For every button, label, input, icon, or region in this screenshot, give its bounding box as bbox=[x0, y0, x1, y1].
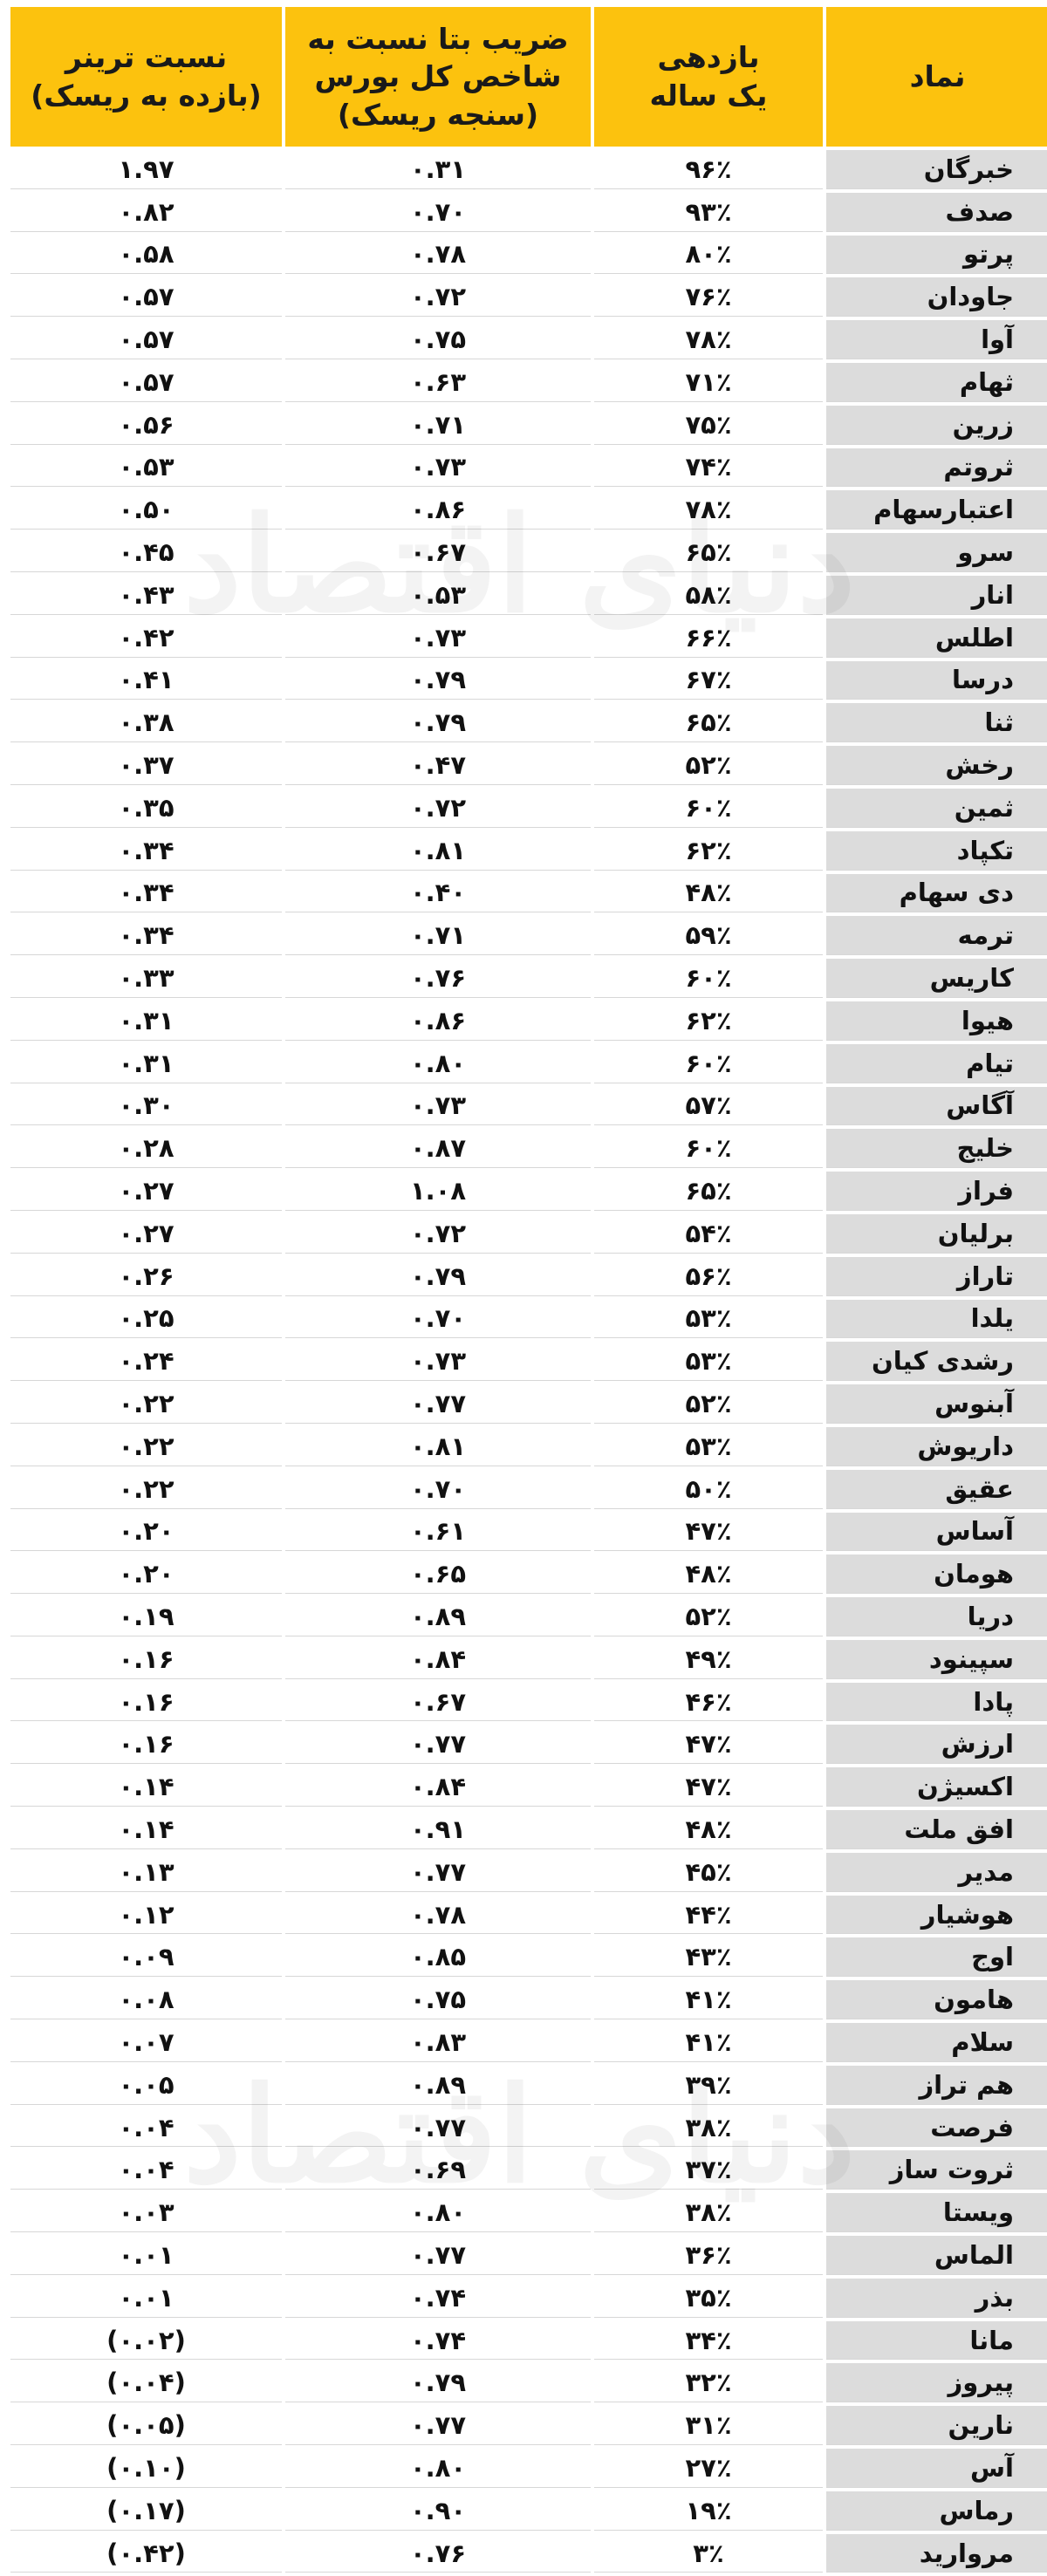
cell-return: ۳۹٪ bbox=[594, 2066, 823, 2105]
table-row bbox=[10, 1513, 1047, 1552]
cell-beta: ۰.۷۴ bbox=[285, 2321, 591, 2361]
funds-table-container bbox=[7, 3, 1045, 2576]
cell-beta: ۰.۴۰ bbox=[285, 874, 591, 913]
cell-return: ۳۸٪ bbox=[594, 2193, 823, 2232]
cell-symbol: تکپاد bbox=[826, 831, 1047, 871]
cell-ratio: ۰.۲۸ bbox=[10, 1129, 282, 1168]
cell-return: ۳٪ bbox=[594, 2534, 823, 2573]
cell-beta: ۰.۶۷ bbox=[285, 1683, 591, 1722]
cell-beta: ۰.۷۰ bbox=[285, 1300, 591, 1339]
cell-return: ۴۸٪ bbox=[594, 1810, 823, 1849]
table-row bbox=[10, 1767, 1047, 1807]
cell-ratio: ۰.۵۷ bbox=[10, 320, 282, 359]
cell-symbol: تیام bbox=[826, 1044, 1047, 1083]
table-row bbox=[10, 1640, 1047, 1679]
cell-beta: ۰.۸۶ bbox=[285, 490, 591, 530]
table-row bbox=[10, 746, 1047, 785]
table-row bbox=[10, 916, 1047, 955]
cell-ratio: ۰.۱۶ bbox=[10, 1683, 282, 1722]
table-row bbox=[10, 2066, 1047, 2105]
table-row bbox=[10, 363, 1047, 402]
cell-beta: ۰.۷۲ bbox=[285, 789, 591, 828]
cell-beta: ۰.۷۲ bbox=[285, 277, 591, 317]
table-row bbox=[10, 2449, 1047, 2488]
cell-beta: ۰.۸۶ bbox=[285, 1001, 591, 1041]
cell-symbol: اوج bbox=[826, 1937, 1047, 1977]
cell-beta: ۰.۸۰ bbox=[285, 1044, 591, 1083]
cell-return: ۵۰٪ bbox=[594, 1470, 823, 1509]
cell-symbol: بذر bbox=[826, 2279, 1047, 2318]
cell-symbol: مروارید bbox=[826, 2534, 1047, 2573]
table-row bbox=[10, 236, 1047, 275]
cell-ratio: ۰.۳۰ bbox=[10, 1087, 282, 1126]
cell-ratio: ۰.۳۸ bbox=[10, 703, 282, 742]
cell-beta: ۰.۷۹ bbox=[285, 2363, 591, 2402]
cell-beta: ۰.۷۴ bbox=[285, 2279, 591, 2318]
cell-return: ۷۶٪ bbox=[594, 277, 823, 317]
cell-symbol: زرین bbox=[826, 406, 1047, 445]
cell-return: ۶۵٪ bbox=[594, 1172, 823, 1211]
cell-symbol: تاراز bbox=[826, 1257, 1047, 1296]
cell-ratio: ۰.۰۴ bbox=[10, 2108, 282, 2148]
table-row bbox=[10, 2279, 1047, 2318]
table-row bbox=[10, 193, 1047, 232]
cell-return: ۶۷٪ bbox=[594, 661, 823, 700]
cell-symbol: دی سهام bbox=[826, 874, 1047, 913]
cell-return: ۹۶٪ bbox=[594, 150, 823, 189]
cell-symbol: پرتو bbox=[826, 236, 1047, 275]
header-row bbox=[10, 7, 1047, 147]
cell-return: ۳۲٪ bbox=[594, 2363, 823, 2402]
cell-ratio: (۰.۰۵) bbox=[10, 2406, 282, 2445]
cell-return: ۴۹٪ bbox=[594, 1640, 823, 1679]
cell-return: ۶۰٪ bbox=[594, 959, 823, 998]
cell-ratio: (۰.۰۲) bbox=[10, 2321, 282, 2361]
cell-return: ۴۷٪ bbox=[594, 1767, 823, 1807]
cell-return: ۴۳٪ bbox=[594, 1937, 823, 1977]
cell-beta: ۰.۸۳ bbox=[285, 2023, 591, 2062]
cell-ratio: ۰.۲۲ bbox=[10, 1384, 282, 1424]
table-row bbox=[10, 1001, 1047, 1041]
cell-beta: ۰.۶۹ bbox=[285, 2150, 591, 2190]
header-treynor-ratio: نسبت ترینر (بازده به ریسک) bbox=[10, 7, 282, 147]
cell-ratio: ۰.۲۶ bbox=[10, 1257, 282, 1296]
cell-symbol: درسا bbox=[826, 661, 1047, 700]
cell-beta: ۰.۷۸ bbox=[285, 236, 591, 275]
cell-symbol: عقیق bbox=[826, 1470, 1047, 1509]
table-row bbox=[10, 1129, 1047, 1168]
cell-symbol: افق ملت bbox=[826, 1810, 1047, 1849]
cell-ratio: ۰.۲۴ bbox=[10, 1342, 282, 1381]
table-row bbox=[10, 959, 1047, 998]
cell-ratio: ۰.۵۸ bbox=[10, 236, 282, 275]
table-row bbox=[10, 1257, 1047, 1296]
cell-ratio: ۰.۰۸ bbox=[10, 1980, 282, 2019]
table-row bbox=[10, 1554, 1047, 1594]
cell-ratio: ۰.۵۷ bbox=[10, 277, 282, 317]
cell-ratio: ۰.۲۲ bbox=[10, 1427, 282, 1466]
table-row bbox=[10, 1384, 1047, 1424]
header-symbol: نماد bbox=[826, 7, 1047, 147]
table-row bbox=[10, 1427, 1047, 1466]
cell-symbol: دریا bbox=[826, 1597, 1047, 1636]
cell-ratio: ۰.۱۲ bbox=[10, 1896, 282, 1935]
cell-return: ۳۵٪ bbox=[594, 2279, 823, 2318]
cell-beta: ۱.۰۸ bbox=[285, 1172, 591, 1211]
cell-ratio: ۰.۲۰ bbox=[10, 1554, 282, 1594]
cell-beta: ۰.۷۷ bbox=[285, 2406, 591, 2445]
table-row bbox=[10, 2534, 1047, 2573]
cell-return: ۵۲٪ bbox=[594, 1597, 823, 1636]
cell-beta: ۰.۴۷ bbox=[285, 746, 591, 785]
cell-beta: ۰.۷۶ bbox=[285, 2534, 591, 2573]
cell-ratio: (۰.۰۴) bbox=[10, 2363, 282, 2402]
cell-ratio: ۰.۳۴ bbox=[10, 831, 282, 871]
cell-symbol: مانا bbox=[826, 2321, 1047, 2361]
cell-ratio: ۰.۵۶ bbox=[10, 406, 282, 445]
cell-return: ۴۶٪ bbox=[594, 1683, 823, 1722]
cell-return: ۵۸٪ bbox=[594, 576, 823, 615]
cell-beta: ۰.۸۹ bbox=[285, 1597, 591, 1636]
funds-table bbox=[7, 3, 1047, 2576]
cell-beta: ۰.۹۰ bbox=[285, 2491, 591, 2531]
cell-return: ۴۵٪ bbox=[594, 1853, 823, 1892]
cell-symbol: فراز bbox=[826, 1172, 1047, 1211]
cell-return: ۶۲٪ bbox=[594, 831, 823, 871]
cell-symbol: رشدی کیان bbox=[826, 1342, 1047, 1381]
table-row bbox=[10, 1470, 1047, 1509]
cell-beta: ۰.۷۹ bbox=[285, 661, 591, 700]
table-row bbox=[10, 2363, 1047, 2402]
cell-symbol: داریوش bbox=[826, 1427, 1047, 1466]
cell-beta: ۰.۸۴ bbox=[285, 1767, 591, 1807]
cell-ratio: ۰.۴۱ bbox=[10, 661, 282, 700]
table-row bbox=[10, 1087, 1047, 1126]
cell-ratio: (۰.۴۲) bbox=[10, 2534, 282, 2573]
table-row bbox=[10, 874, 1047, 913]
cell-symbol: هیوا bbox=[826, 1001, 1047, 1041]
cell-ratio: (۰.۱۷) bbox=[10, 2491, 282, 2531]
table-row bbox=[10, 277, 1047, 317]
cell-symbol: ثروتم bbox=[826, 448, 1047, 488]
cell-symbol: هامون bbox=[826, 1980, 1047, 2019]
cell-beta: ۰.۸۱ bbox=[285, 1427, 591, 1466]
cell-symbol: انار bbox=[826, 576, 1047, 615]
cell-beta: ۰.۸۴ bbox=[285, 1640, 591, 1679]
cell-ratio: ۰.۰۳ bbox=[10, 2193, 282, 2232]
cell-beta: ۰.۶۷ bbox=[285, 533, 591, 572]
cell-return: ۷۵٪ bbox=[594, 406, 823, 445]
cell-symbol: هوشیار bbox=[826, 1896, 1047, 1935]
cell-symbol: خبرگان bbox=[826, 150, 1047, 189]
cell-symbol: اعتبارسهام bbox=[826, 490, 1047, 530]
cell-return: ۷۴٪ bbox=[594, 448, 823, 488]
cell-beta: ۰.۷۳ bbox=[285, 618, 591, 658]
table-row bbox=[10, 618, 1047, 658]
table-row bbox=[10, 2193, 1047, 2232]
table-row bbox=[10, 2321, 1047, 2361]
table-row bbox=[10, 1896, 1047, 1935]
cell-symbol: ثمین bbox=[826, 789, 1047, 828]
cell-ratio: ۰.۴۲ bbox=[10, 618, 282, 658]
cell-return: ۵۷٪ bbox=[594, 1087, 823, 1126]
cell-ratio: ۰.۰۷ bbox=[10, 2023, 282, 2062]
cell-return: ۶۶٪ bbox=[594, 618, 823, 658]
header-beta: ضریب بتا نسبت به شاخص کل بورس (سنجه ریسک) bbox=[285, 7, 591, 147]
cell-beta: ۰.۷۰ bbox=[285, 1470, 591, 1509]
table-row bbox=[10, 533, 1047, 572]
table-row bbox=[10, 2150, 1047, 2190]
cell-ratio: ۰.۰۵ bbox=[10, 2066, 282, 2105]
cell-beta: ۰.۷۰ bbox=[285, 193, 591, 232]
cell-ratio: ۰.۳۴ bbox=[10, 916, 282, 955]
cell-beta: ۰.۷۱ bbox=[285, 916, 591, 955]
table-row bbox=[10, 1980, 1047, 2019]
cell-symbol: نارین bbox=[826, 2406, 1047, 2445]
cell-beta: ۰.۸۰ bbox=[285, 2449, 591, 2488]
table-row bbox=[10, 789, 1047, 828]
cell-return: ۷۱٪ bbox=[594, 363, 823, 402]
cell-beta: ۰.۷۷ bbox=[285, 2108, 591, 2148]
cell-return: ۳۷٪ bbox=[594, 2150, 823, 2190]
cell-beta: ۰.۷۵ bbox=[285, 1980, 591, 2019]
cell-ratio: ۰.۲۰ bbox=[10, 1513, 282, 1552]
table-row bbox=[10, 1853, 1047, 1892]
cell-symbol: ثنا bbox=[826, 703, 1047, 742]
table-row bbox=[10, 1214, 1047, 1254]
cell-beta: ۰.۷۷ bbox=[285, 1725, 591, 1764]
cell-return: ۴۸٪ bbox=[594, 1554, 823, 1594]
cell-symbol: برلیان bbox=[826, 1214, 1047, 1254]
cell-return: ۶۲٪ bbox=[594, 1001, 823, 1041]
cell-symbol: یلدا bbox=[826, 1300, 1047, 1339]
cell-beta: ۰.۶۱ bbox=[285, 1513, 591, 1552]
cell-return: ۳۱٪ bbox=[594, 2406, 823, 2445]
cell-beta: ۰.۵۳ bbox=[285, 576, 591, 615]
cell-ratio: ۰.۱۶ bbox=[10, 1640, 282, 1679]
cell-ratio: ۰.۴۵ bbox=[10, 533, 282, 572]
table-row bbox=[10, 150, 1047, 189]
cell-beta: ۰.۷۲ bbox=[285, 1214, 591, 1254]
cell-symbol: رخش bbox=[826, 746, 1047, 785]
cell-beta: ۰.۷۶ bbox=[285, 959, 591, 998]
cell-symbol: الماس bbox=[826, 2236, 1047, 2275]
table-row bbox=[10, 448, 1047, 488]
cell-return: ۶۰٪ bbox=[594, 1129, 823, 1168]
cell-ratio: ۰.۳۵ bbox=[10, 789, 282, 828]
cell-symbol: سپینود bbox=[826, 1640, 1047, 1679]
cell-ratio: ۰.۱۶ bbox=[10, 1725, 282, 1764]
cell-return: ۹۳٪ bbox=[594, 193, 823, 232]
table-row bbox=[10, 1597, 1047, 1636]
cell-ratio: ۰.۳۴ bbox=[10, 874, 282, 913]
table-row bbox=[10, 406, 1047, 445]
cell-symbol: آبنوس bbox=[826, 1384, 1047, 1424]
cell-return: ۶۵٪ bbox=[594, 533, 823, 572]
cell-return: ۵۹٪ bbox=[594, 916, 823, 955]
table-row bbox=[10, 1725, 1047, 1764]
cell-return: ۴۸٪ bbox=[594, 874, 823, 913]
cell-symbol: سرو bbox=[826, 533, 1047, 572]
cell-beta: ۰.۷۹ bbox=[285, 1257, 591, 1296]
cell-ratio: ۱.۹۷ bbox=[10, 150, 282, 189]
table-row bbox=[10, 1937, 1047, 1977]
cell-return: ۵۶٪ bbox=[594, 1257, 823, 1296]
cell-return: ۶۰٪ bbox=[594, 789, 823, 828]
cell-symbol: آگاس bbox=[826, 1087, 1047, 1126]
table-row bbox=[10, 2023, 1047, 2062]
cell-return: ۵۳٪ bbox=[594, 1342, 823, 1381]
cell-beta: ۰.۸۹ bbox=[285, 2066, 591, 2105]
cell-ratio: ۰.۵۰ bbox=[10, 490, 282, 530]
cell-ratio: ۰.۱۳ bbox=[10, 1853, 282, 1892]
cell-symbol: ارزش bbox=[826, 1725, 1047, 1764]
cell-beta: ۰.۷۷ bbox=[285, 1853, 591, 1892]
cell-symbol: سلام bbox=[826, 2023, 1047, 2062]
cell-ratio: ۰.۵۳ bbox=[10, 448, 282, 488]
cell-ratio: ۰.۲۲ bbox=[10, 1470, 282, 1509]
cell-symbol: پیروز bbox=[826, 2363, 1047, 2402]
table-row bbox=[10, 2108, 1047, 2148]
cell-return: ۴۴٪ bbox=[594, 1896, 823, 1935]
cell-ratio: ۰.۱۴ bbox=[10, 1810, 282, 1849]
table-row bbox=[10, 1810, 1047, 1849]
cell-beta: ۰.۸۵ bbox=[285, 1937, 591, 1977]
cell-symbol: اطلس bbox=[826, 618, 1047, 658]
cell-return: ۷۸٪ bbox=[594, 490, 823, 530]
table-row bbox=[10, 490, 1047, 530]
cell-beta: ۰.۷۵ bbox=[285, 320, 591, 359]
cell-return: ۵۴٪ bbox=[594, 1214, 823, 1254]
cell-return: ۳۸٪ bbox=[594, 2108, 823, 2148]
cell-return: ۵۲٪ bbox=[594, 746, 823, 785]
cell-beta: ۰.۷۷ bbox=[285, 1384, 591, 1424]
cell-return: ۷۸٪ bbox=[594, 320, 823, 359]
cell-return: ۴۷٪ bbox=[594, 1725, 823, 1764]
cell-beta: ۰.۷۹ bbox=[285, 703, 591, 742]
cell-return: ۱۹٪ bbox=[594, 2491, 823, 2531]
table-row bbox=[10, 1172, 1047, 1211]
cell-symbol: خلیج bbox=[826, 1129, 1047, 1168]
cell-ratio: ۰.۰۱ bbox=[10, 2279, 282, 2318]
table-row bbox=[10, 831, 1047, 871]
cell-beta: ۰.۶۵ bbox=[285, 1554, 591, 1594]
cell-symbol: ترمه bbox=[826, 916, 1047, 955]
header-return: بازدهی یک ساله bbox=[594, 7, 823, 147]
cell-ratio: ۰.۳۳ bbox=[10, 959, 282, 998]
cell-beta: ۰.۸۷ bbox=[285, 1129, 591, 1168]
cell-ratio: ۰.۴۳ bbox=[10, 576, 282, 615]
cell-symbol: صدف bbox=[826, 193, 1047, 232]
cell-symbol: ثروت ساز bbox=[826, 2150, 1047, 2190]
cell-symbol: ثهام bbox=[826, 363, 1047, 402]
cell-return: ۵۲٪ bbox=[594, 1384, 823, 1424]
cell-return: ۴۷٪ bbox=[594, 1513, 823, 1552]
table-row bbox=[10, 661, 1047, 700]
cell-beta: ۰.۷۷ bbox=[285, 2236, 591, 2275]
table-row bbox=[10, 703, 1047, 742]
cell-return: ۵۳٪ bbox=[594, 1427, 823, 1466]
cell-return: ۶۰٪ bbox=[594, 1044, 823, 1083]
cell-return: ۶۵٪ bbox=[594, 703, 823, 742]
cell-ratio: ۰.۳۱ bbox=[10, 1001, 282, 1041]
cell-ratio: ۰.۱۹ bbox=[10, 1597, 282, 1636]
cell-symbol: اکسیژن bbox=[826, 1767, 1047, 1807]
table-row bbox=[10, 2491, 1047, 2531]
cell-symbol: هم تراز bbox=[826, 2066, 1047, 2105]
cell-ratio: ۰.۲۷ bbox=[10, 1172, 282, 1211]
cell-beta: ۰.۷۳ bbox=[285, 1087, 591, 1126]
cell-beta: ۰.۷۱ bbox=[285, 406, 591, 445]
table-row bbox=[10, 1044, 1047, 1083]
cell-ratio: ۰.۰۹ bbox=[10, 1937, 282, 1977]
table-row bbox=[10, 1342, 1047, 1381]
cell-ratio: ۰.۰۴ bbox=[10, 2150, 282, 2190]
cell-symbol: کاریس bbox=[826, 959, 1047, 998]
cell-ratio: ۰.۳۷ bbox=[10, 746, 282, 785]
cell-ratio: ۰.۲۷ bbox=[10, 1214, 282, 1254]
cell-ratio: ۰.۵۷ bbox=[10, 363, 282, 402]
cell-symbol: ویستا bbox=[826, 2193, 1047, 2232]
table-row bbox=[10, 1683, 1047, 1722]
cell-return: ۵۳٪ bbox=[594, 1300, 823, 1339]
table-row bbox=[10, 1300, 1047, 1339]
cell-symbol: رماس bbox=[826, 2491, 1047, 2531]
cell-symbol: جاودان bbox=[826, 277, 1047, 317]
cell-beta: ۰.۹۱ bbox=[285, 1810, 591, 1849]
cell-symbol: آساس bbox=[826, 1513, 1047, 1552]
cell-symbol: آس bbox=[826, 2449, 1047, 2488]
cell-beta: ۰.۸۰ bbox=[285, 2193, 591, 2232]
cell-return: ۸۰٪ bbox=[594, 236, 823, 275]
cell-beta: ۰.۷۸ bbox=[285, 1896, 591, 1935]
cell-beta: ۰.۷۳ bbox=[285, 1342, 591, 1381]
cell-return: ۲۷٪ bbox=[594, 2449, 823, 2488]
cell-beta: ۰.۶۳ bbox=[285, 363, 591, 402]
cell-symbol: آوا bbox=[826, 320, 1047, 359]
table-row bbox=[10, 320, 1047, 359]
table-row bbox=[10, 2406, 1047, 2445]
cell-return: ۴۱٪ bbox=[594, 2023, 823, 2062]
cell-symbol: هومان bbox=[826, 1554, 1047, 1594]
cell-ratio: ۰.۰۱ bbox=[10, 2236, 282, 2275]
cell-symbol: مدیر bbox=[826, 1853, 1047, 1892]
cell-ratio: ۰.۸۲ bbox=[10, 193, 282, 232]
cell-symbol: پادا bbox=[826, 1683, 1047, 1722]
cell-return: ۳۴٪ bbox=[594, 2321, 823, 2361]
cell-beta: ۰.۳۱ bbox=[285, 150, 591, 189]
cell-beta: ۰.۸۱ bbox=[285, 831, 591, 871]
table-row bbox=[10, 2236, 1047, 2275]
table-body bbox=[10, 150, 1047, 2573]
cell-ratio: ۰.۳۱ bbox=[10, 1044, 282, 1083]
cell-ratio: (۰.۱۰) bbox=[10, 2449, 282, 2488]
cell-ratio: ۰.۲۵ bbox=[10, 1300, 282, 1339]
cell-return: ۳۶٪ bbox=[594, 2236, 823, 2275]
cell-beta: ۰.۷۳ bbox=[285, 448, 591, 488]
cell-symbol: فرصت bbox=[826, 2108, 1047, 2148]
cell-return: ۴۱٪ bbox=[594, 1980, 823, 2019]
cell-ratio: ۰.۱۴ bbox=[10, 1767, 282, 1807]
table-row bbox=[10, 576, 1047, 615]
